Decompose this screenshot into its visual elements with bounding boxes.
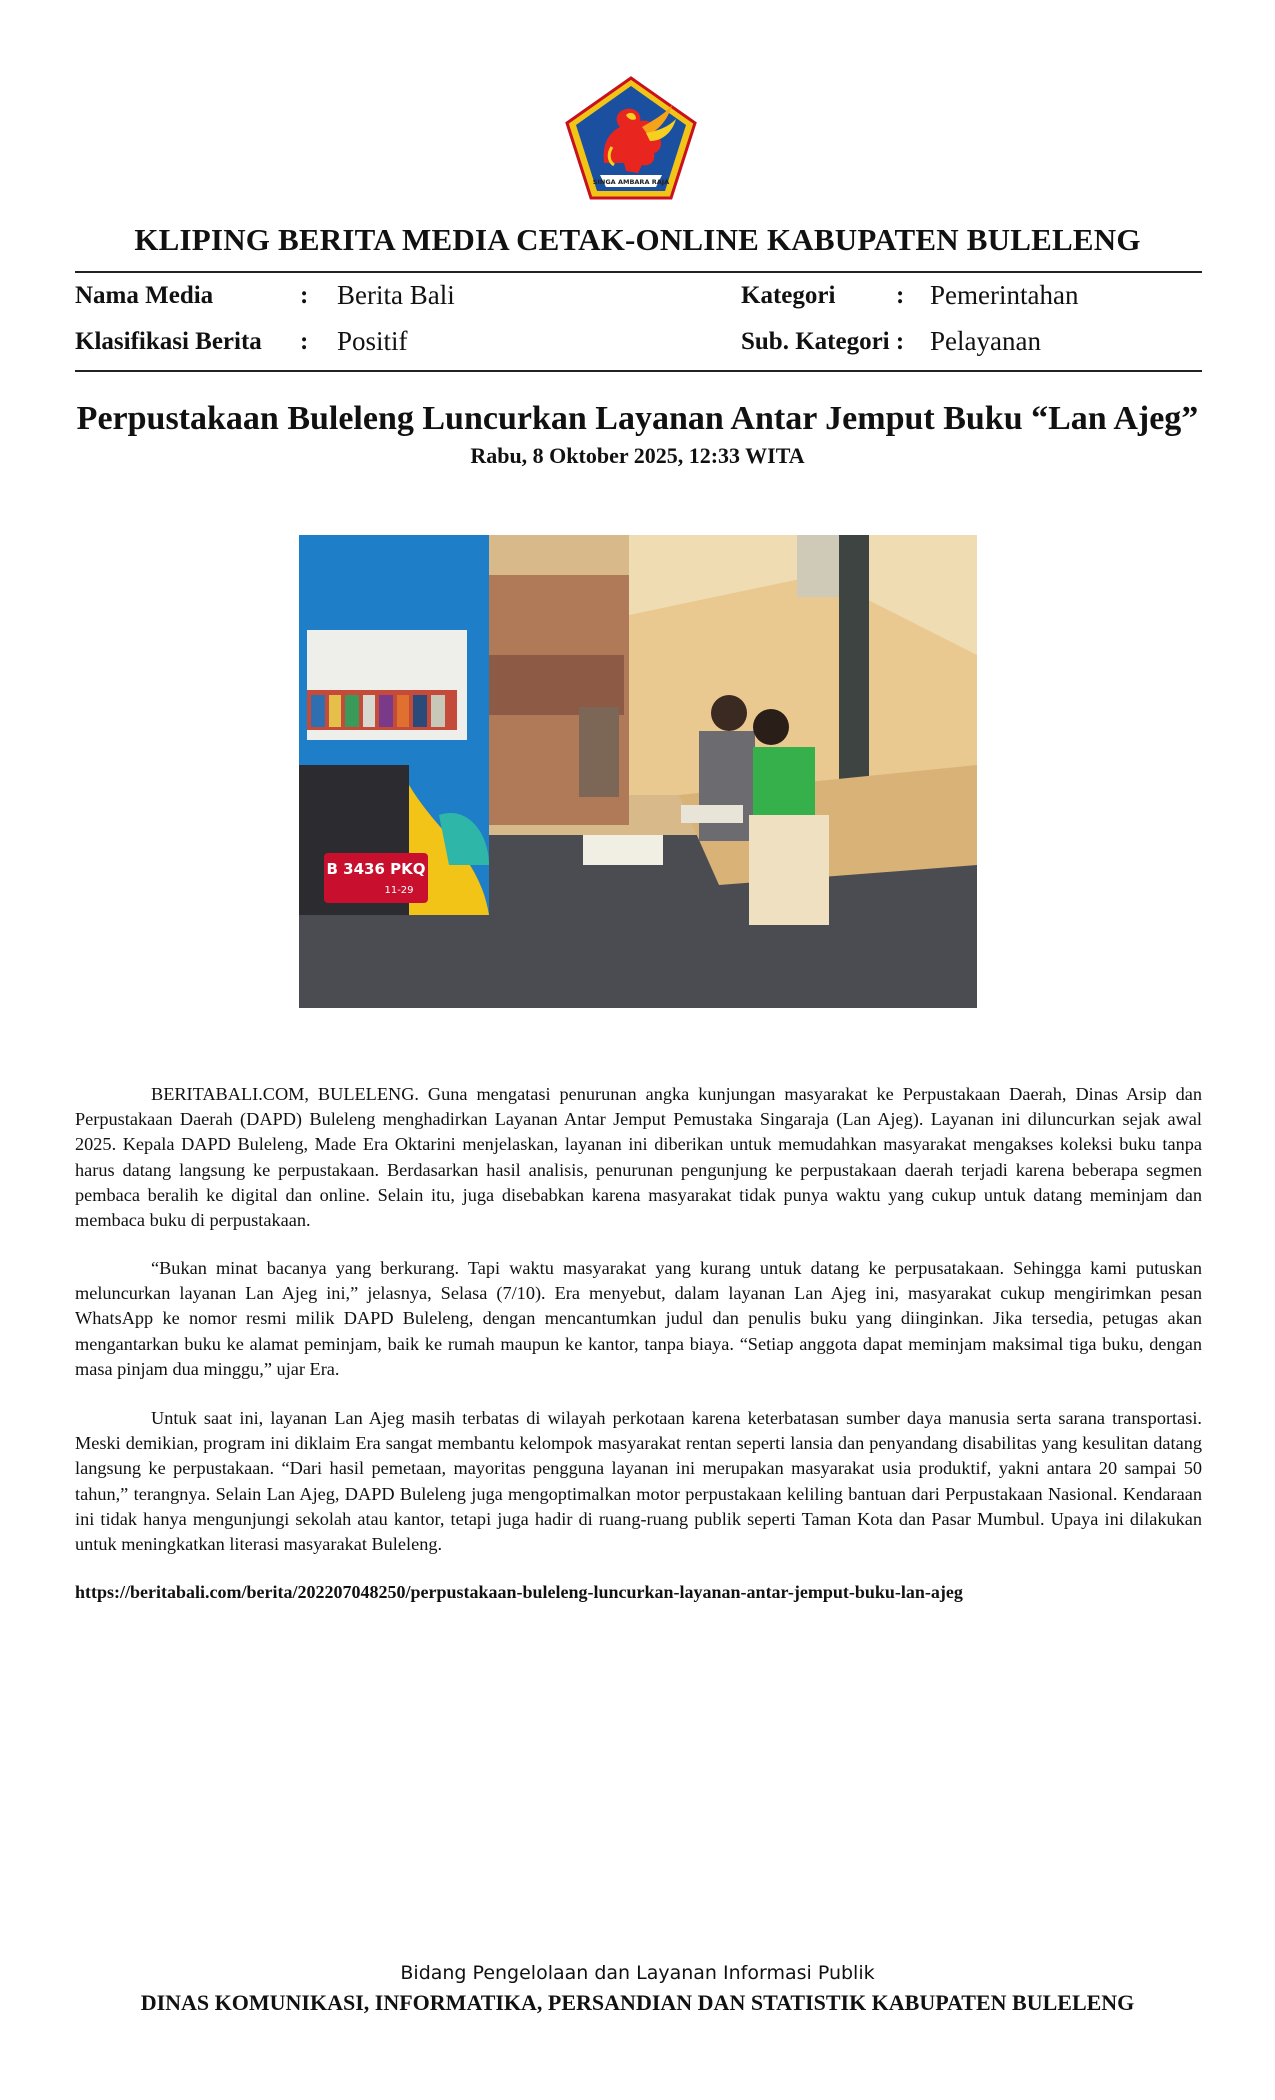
kategori-colon: : <box>896 282 905 309</box>
article-photo <box>299 535 977 1008</box>
article-paragraph: Untuk saat ini, layanan Lan Ajeg masih terbatas di wilayah perkotaan karena keterbatasan sumber daya manusia serta sarana transportasi. Meski demikian, program ini diklaim Era sangat membantu kelompok masyarakat rentan seperti lansia dan penyandang disabilitas yang kesulitan datang langsung ke perpustakaan. “Dari hasil pemetaan, mayoritas pengguna layanan ini merupakan masyarakat usia produktif, yakni antara 20 sampai 50 tahun,” terangnya. Selain Lan Ajeg, DAPD Buleleng juga mengoptimalkan motor perpustakaan keliling bantuan dari Perpustakaan Nasional. Kendaraan ini tidak hanya mengunjungi sekolah atau kantor, tetapi juga hadir di ruang-ruang publik seperti Taman Kota dan Pasar Mumbul. Upaya ini dilakukan untuk meningkatkan literasi masyarakat Buleleng. <box>75 1408 1202 1555</box>
klasifikasi-colon: : <box>300 328 309 355</box>
plate-sub: 11-29 <box>384 885 414 896</box>
article-paragraph: BERITABALI.COM, BULELENG. Guna mengatasi penurunan angka kunjungan masyarakat ke Perpustakaan Daerah, Dinas Arsip dan Perpustakaan Daerah (DAPD) Buleleng menghadirkan Layanan Antar Jemput Pemustaka Singaraja (Lan Ajeg). Layanan ini diluncurkan sejak awal 2025. Kepala DAPD Buleleng, Made Era Oktarini menjelaskan, layanan ini diberikan untuk memudahkan masyarakat mengakses koleksi buku tanpa harus datang langsung ke perpustakaan. Berdasarkan hasil analisis, penurunan pengunjung ke perpustakaan daerah terjadi karena beberapa segmen pembaca beralih ke digital dan online. Selain itu, juga disebabkan karena masyarakat tidak punya waktu yang cukup untuk datang meminjam dan membaca buku di perpustakaan. <box>75 1084 1202 1231</box>
kategori-label: Kategori <box>741 282 836 309</box>
source-link[interactable]: https://beritabali.com/berita/202207048250/perpustakaan-buleleng-luncurkan-layanan-antar-jemput-buku-lan-ajeg <box>75 1582 963 1602</box>
kategori-value: Pemerintahan <box>930 280 1079 310</box>
article-title: Perpustakaan Buleleng Luncurkan Layanan Antar Jemput Buku “Lan Ajeg” <box>76 400 1199 437</box>
sub-kategori-value: Pelayanan <box>930 326 1041 356</box>
article-date: Rabu, 8 Oktober 2025, 12:33 WITA <box>470 443 805 468</box>
meta-divider <box>75 370 1202 372</box>
nama-media-value: Berita Bali <box>337 280 455 310</box>
klasifikasi-value: Positif <box>337 326 408 356</box>
header-divider <box>75 271 1202 273</box>
footer-agency: DINAS KOMUNIKASI, INFORMATIKA, PERSANDIAN DAN STATISTIK KABUPATEN BULELENG <box>140 1990 1135 2015</box>
plate-number: B 3436 PKQ <box>326 860 426 878</box>
article-paragraph: “Bukan minat bacanya yang berkurang. Tapi waktu masyarakat yang kurang untuk datang ke perpusatakaan. Sehingga kami putuskan meluncurkan layanan Lan Ajeg ini,” jelasnya, Selasa (7/10). Era menyebut, dalam layanan Lan Ajeg ini, masyarakat cukup mengirimkan pesan WhatsApp ke nomor resmi milik DAPD Buleleng, dengan mencantumkan judul dan penulis buku yang diinginkan. Jika tersedia, petugas akan mengantarkan buku ke alamat peminjam, baik ke rumah maupun ke kantor, tanpa biaya. “Setiap anggota dapat meminjam maksimal tiga buku, dengan masa pinjam dua minggu,” ujar Era. <box>75 1258 1202 1379</box>
nama-media-colon: : <box>300 282 309 309</box>
footer-department: Bidang Pengelolaan dan Layanan Informasi Publik <box>400 1962 875 1984</box>
logo-motto: SINGA AMBARA RAJA <box>592 178 670 186</box>
sub-kategori-label: Sub. Kategori : <box>741 328 905 355</box>
nama-media-label: Nama Media <box>75 282 214 309</box>
page-title: KLIPING BERITA MEDIA CETAK-ONLINE KABUPATEN BULELENG <box>134 222 1141 257</box>
singa-ambara-raja-emblem-icon <box>564 75 698 201</box>
klasifikasi-label: Klasifikasi Berita <box>75 328 262 355</box>
